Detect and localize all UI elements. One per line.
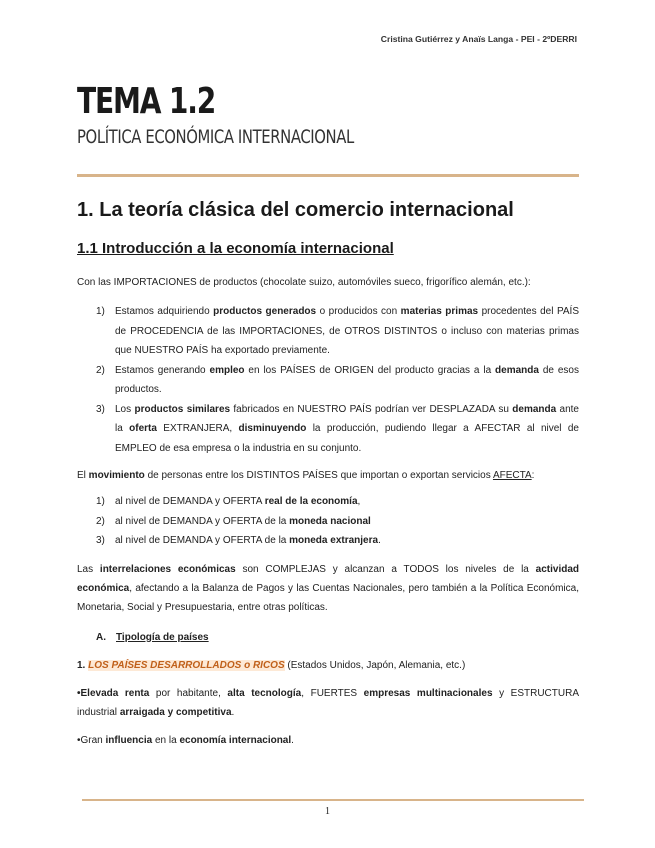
- list-item: [77, 531, 579, 551]
- bold-text: influencia: [105, 734, 153, 746]
- effects-list: [77, 492, 579, 551]
- bold-text: economía internacional: [179, 734, 292, 746]
- text-run: El: [77, 470, 89, 481]
- text-run: , FUERTES: [301, 687, 364, 699]
- list-item: [77, 302, 579, 361]
- list-number: 2): [96, 364, 105, 376]
- text-run: .: [231, 706, 235, 718]
- text-run: .: [378, 535, 381, 546]
- bold-text: 1.: [77, 659, 89, 671]
- text-run: :: [531, 470, 535, 481]
- document-subtitle: POLÍTICA ECONÓMICA INTERNACIONAL: [77, 126, 354, 148]
- bold-text: materias primas: [400, 306, 479, 317]
- text-run: en la: [152, 734, 180, 746]
- list-number: 3): [96, 535, 105, 546]
- text-run: procedentes del PAÍS de PROCEDENCIA de las IMPORTACIONES, de OTROS DISTINTOS o incluso con materias primas que NUESTRO PAÍS ha exportado previamente.: [115, 306, 579, 356]
- document-title: TEMA 1.2: [77, 81, 216, 122]
- subsection-heading: 1.1 Introducción a la economía internacional: [77, 240, 394, 257]
- section-heading: 1. La teoría clásica del comercio internacional: [77, 199, 514, 221]
- text-run: al nivel de DEMANDA y OFERTA de la: [115, 515, 290, 527]
- bold-text: •Elevada renta: [77, 687, 150, 699]
- text-run: son COMPLEJAS y alcanzan a TODOS los niveles de la: [235, 563, 536, 575]
- main-content: [77, 196, 579, 750]
- interrelations-paragraph: [77, 560, 579, 617]
- text-run: .: [291, 734, 294, 746]
- text-run: EXTRANJERA,: [156, 423, 239, 434]
- text-run: ,: [357, 496, 361, 507]
- underlined-text: AFECTA: [492, 470, 532, 481]
- developed-countries-paragraph: [77, 656, 579, 675]
- text-run: al nivel de DEMANDA y OFERTA: [115, 496, 265, 507]
- bold-text: disminuyendo: [238, 423, 307, 434]
- bottom-divider: [82, 799, 584, 801]
- text-run: de esos productos.: [115, 364, 579, 395]
- text-run: , afectando a la Balanza de Pagos y las Cuentas Nacionales, pero también a la Política Económica, Monetaria, Social y Presupuestaria, entre otras políticas.: [77, 582, 579, 613]
- bold-text: actividad económica: [77, 563, 580, 594]
- list-item: [77, 361, 579, 400]
- movement-paragraph: [77, 466, 579, 485]
- typology-letter: A.: [96, 631, 106, 643]
- text-run: (Estados Unidos, Japón, Alemania, etc.): [284, 659, 466, 671]
- text-run: Los: [115, 403, 135, 415]
- text-run: por habitante,: [149, 687, 228, 699]
- imports-list: [77, 302, 579, 458]
- bold-text: moneda extranjera: [289, 535, 379, 546]
- list-item: [77, 492, 579, 512]
- text-run: fabricados en NUESTRO PAÍS podrían ver DESPLAZADA su: [230, 403, 513, 415]
- text-run: •Gran: [77, 734, 106, 746]
- text-run: ante la: [115, 403, 579, 434]
- bold-text: real de la economía: [264, 496, 358, 507]
- highlighted-text: LOS PAÍSES DESARROLLADOS o RICOS: [88, 659, 285, 671]
- bold-text: interrelaciones económicas: [99, 563, 236, 575]
- typology-heading: [77, 628, 579, 647]
- text-run: y ESTRUCTURA industrial: [77, 687, 579, 718]
- list-number: 1): [96, 496, 105, 507]
- intro-paragraph: Con las IMPORTACIONES de productos (chocolate suizo, automóviles sueco, frigorífico alemán, etc.):: [77, 277, 531, 288]
- bold-text: empresas multinacionales: [363, 687, 493, 699]
- top-divider: [77, 174, 579, 177]
- text-run: Estamos generando: [115, 364, 210, 376]
- list-number: 1): [96, 306, 105, 317]
- text-run: Estamos adquiriendo: [115, 306, 214, 317]
- high-income-paragraph: [77, 684, 579, 722]
- title-block: [77, 80, 579, 148]
- text-run: la producción, pudiendo llegar a AFECTAR al nivel de EMPLEO de esa empresa o la industria en su conjunto.: [115, 423, 579, 454]
- list-number: 3): [96, 403, 105, 415]
- bold-text: alta tecnología: [227, 687, 302, 699]
- influence-paragraph: [77, 731, 579, 750]
- list-number: 2): [96, 515, 105, 527]
- bold-text: empleo: [209, 364, 245, 376]
- running-header: Cristina Gutiérrez y Anaïs Langa - PEI - 2ºDERRI: [380, 34, 577, 44]
- bold-text: movimiento: [88, 470, 145, 481]
- bold-text: arraigada y competitiva: [119, 706, 232, 718]
- text-run: de personas entre los DISTINTOS PAÍSES que importan o exportan servicios: [144, 470, 493, 481]
- bold-text: moneda nacional: [289, 515, 371, 527]
- bold-text: oferta: [129, 423, 157, 434]
- text-run: en los PAÍSES de ORIGEN del producto gracias a la: [244, 364, 496, 376]
- bold-text: demanda: [495, 364, 539, 376]
- list-item: [77, 400, 579, 459]
- bold-text: productos similares: [134, 403, 231, 415]
- bold-text: productos generados: [213, 306, 317, 317]
- page-number: 1: [325, 806, 330, 817]
- text-run: o producidos con: [316, 306, 401, 317]
- list-item: [77, 512, 579, 532]
- bold-text: demanda: [512, 403, 557, 415]
- typology-label: Tipología de países: [116, 631, 209, 643]
- text-run: al nivel de DEMANDA y OFERTA de la: [115, 535, 290, 546]
- text-run: Las: [77, 563, 100, 575]
